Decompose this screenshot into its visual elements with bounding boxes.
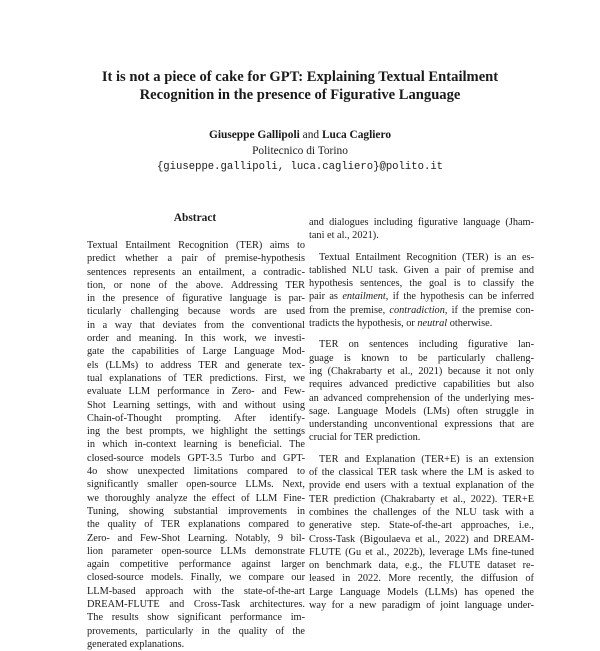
paragraph-gap [309,330,534,338]
abstract-line: in which in-context learning is beneficial. The [87,439,305,451]
author-1: Giuseppe Gallipoli [208,129,300,141]
title-line-2: Recognition in the presence of Figurative Language [139,87,461,103]
body-line: guage is known to be particularly challeng- [309,352,534,364]
body-line: FLUTE (Gu et al., 2022b), leverage LMs fine-tuned [309,546,534,558]
author-names [60,127,540,143]
body-line: provide end users with a textual explanation of the [309,480,534,492]
abstract-line: closed-source models GPT-3.5 Turbo and GPT- [87,452,305,464]
abstract-line: generated explanations. [87,638,185,650]
text-run: , if the hypothesis can be inferred [385,291,535,303]
abstract-line: The results show significant performance im- [87,612,305,624]
affiliation: Politecnico di Torino [252,145,348,157]
body-line: sage. Language Models (LMs) often struggle in [309,405,534,417]
abstract-heading: Abstract [173,212,217,224]
paragraph-gap [309,445,534,453]
author-conjunction: and [299,129,322,141]
paper-title [60,68,540,104]
abstract-line: in a way that deviates from the conventional [87,319,305,331]
abstract-line: Textual Entailment Recognition (TER) aims to [87,240,305,251]
abstract-line: Zero- and Few-Shot Learning. Notably, 9 bil- [87,532,305,544]
abstract-line: Tuning, showing substantial improvements in [87,505,305,517]
body-line: generative step. State-of-the-art approaches, i.e., [309,520,534,532]
body-line: Large Language Models (LLMs) has opened the [309,586,534,598]
title-line-1: It is not a piece of cake for GPT: Explaining Textual Entailment [101,69,499,85]
abstract-body [87,239,305,651]
abstract-line: lion parameter open-source LLMs demonstrate [87,545,305,557]
abstract-line: significantly smaller open-source LLMs. Next, [87,479,305,491]
text-run: tradicts the hypothesis, or [309,318,418,330]
abstract-line: the quality of TER explanations compared to [87,519,305,531]
intro-paragraph-2 [309,251,534,331]
abstract-line: tual explanations of TER predictions. First, we [87,372,305,384]
term-entailment: entailment [342,291,386,303]
abstract-line: sentences represents an entailment, a contradic- [87,266,305,278]
body-line [309,304,534,317]
abstract-line: Shot Learning settings, with and without using [87,399,305,411]
abstract-line: closed-source models. Finally, we compare our [87,572,305,584]
body-line: combines the challenges of the NLU task with a [309,506,534,518]
body-line: crucial for TER prediction. [309,432,421,444]
abstract-line: els (LLMs) to address TER and generate tex- [87,359,305,371]
abstract-line: we thoroughly analyze the effect of LLM Fine- [87,492,305,504]
text-run: pair as [309,291,343,303]
abstract-line: predict whether a pair of premise-hypothesis [87,253,305,265]
intro-paragraph-1 [309,216,534,243]
abstract-line: order and meaning. In this work, we investi- [87,333,305,345]
term-neutral: neutral [417,318,448,330]
text-run: from the premise, [309,304,390,316]
abstract-line: LLM-based approach with the state-of-the-art [87,585,305,597]
author-email: {giuseppe.gallipoli, luca.cagliero}@polito.it [156,161,444,173]
body-line: TER and Explanation (TER+E) is an extension [319,453,534,465]
body-line: of the classical TER task where the LM is asked to [309,467,534,479]
body-line: requires advanced predictive capabilities but also [309,379,534,391]
abstract-line: provements, particularly in the quality of the [87,625,305,637]
abstract-line: ticularly challenging because words are used [87,306,305,318]
author-2: Luca Cagliero [321,129,392,141]
paragraph-gap [309,243,534,251]
body-line: leased in 2022. More recently, the diffusion of [309,573,534,585]
body-line: TER on sentences including figurative lan- [319,339,534,351]
body-line: Cross-Task (Bigoulaeva et al., 2022) and DREAM- [309,533,534,545]
abstract-line: tion, or none of the above. Addressing TER [87,279,305,291]
body-line: Textual Entailment Recognition (TER) is an es- [319,251,534,263]
body-line: hypothesis sentences, the goal is to classify the [309,278,534,290]
body-line: tani et al., 2021). [309,230,379,242]
body-line: and dialogues including figurative language (Jham- [309,217,534,228]
body-line: ing (Chakrabarty et al., 2021) because it not only [309,365,534,377]
body-line: tablished NLU task. Given a pair of premise and [309,264,534,276]
body-line: an advanced comprehension of the underlying mes- [309,392,534,404]
abstract-line: gate the capabilities of Large Language Mod- [87,346,305,358]
body-line: understanding unconventional expressions that are [309,419,534,431]
abstract-line: again competitive performance against larger [87,559,305,571]
body-line: on benchmark data, e.g., the FLUTE dataset re- [309,560,534,572]
author-block [60,127,540,175]
body-line: TER prediction (Chakrabarty et al., 2022). TER+E [309,493,534,505]
abstract-line: Chain-of-Thought prompting. After identify- [87,412,305,424]
abstract-line: evaluate LLM performance in Zero- and Few- [87,386,305,398]
intro-paragraph-3 [309,338,534,444]
intro-column [309,216,534,612]
term-contradiction: contradiction [389,304,445,316]
body-line [309,290,534,303]
abstract-line: DREAM-FLUTE and Cross-Task architectures. [87,599,305,611]
text-run: otherwise. [447,318,493,330]
abstract-line: in the presence of figurative language is par- [87,293,305,305]
abstract-line: ing the best prompts, we highlight the settings [87,426,305,438]
text-run: , if the premise con- [444,304,534,316]
intro-paragraph-4 [309,453,534,613]
body-line: way for a new paradigm of joint language under- [309,600,534,612]
body-line [309,317,534,330]
abstract-line: 4o show unexpected limitations compared to [87,466,305,478]
